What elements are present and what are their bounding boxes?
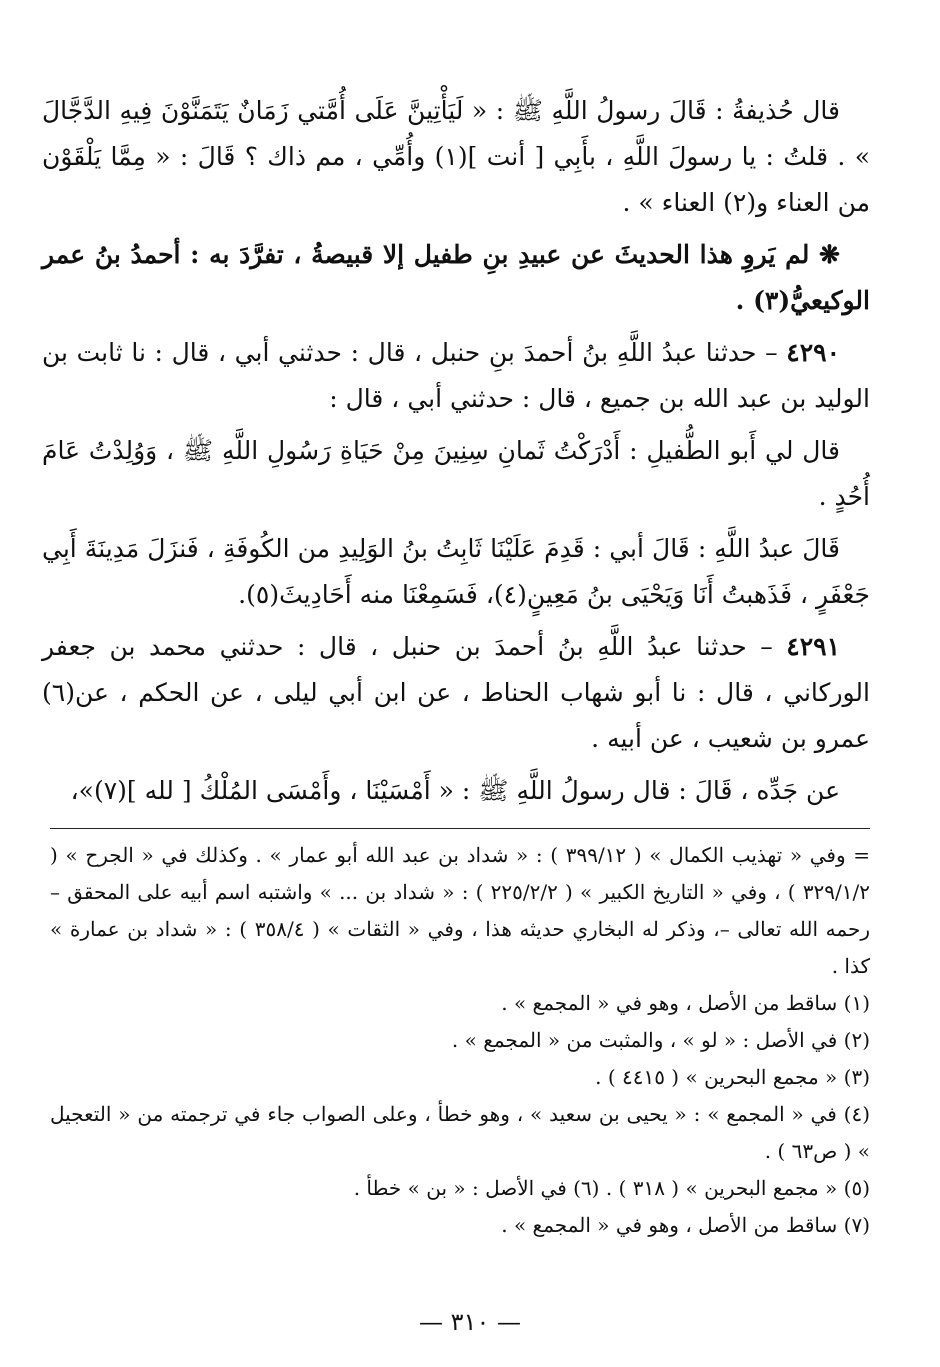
hadith-4290-chain — [42, 330, 870, 422]
hadith-text-amr-grandfather: عن جَدِّه ، قَالَ : قال رسولُ اللَّهِ ﷺ : « أَمْسَيْنَا ، وأَمْسَى المُلْكُ [ لله ](٧)»، — [70, 776, 840, 805]
footnote-1: (١) ساقط من الأصل ، وهو في « المجمع » . — [501, 991, 870, 1015]
hadith-text-hudhayfa: قال حُذيفةُ : قَالَ رسولُ اللَّهِ ﷺ : « لَيَأْتِينَّ عَلَى أُمَّتي زَمَانٌ يَتَمَنَّوْنَ فِيهِ الدَّجَّالَ » . قلتُ : يا رسولَ اللَّهِ ، بأَبِي [ أنت ](١) وأُمِّي ، مم ذاك ؟ قَالَ : « مِمَّا يَلْقَوْن من العناء و(٢) العناء » . — [42, 96, 870, 217]
footnote-3: (٣) « مجمع البحرين » ( ٤٤١٥ ) . — [595, 1065, 870, 1089]
footnote-continuation: = وفي « تهذيب الكمال » ( ٣٩٩/١٢ ) : « شداد بن عبد الله أبو عمار » . وكذلك في « الجرح » ( ٣٢٩/١/٢ ) ، وفي « التاريخ الكبير » ( ٢٢٥/٢/٢ ) : « شداد بن ... » واشتبه اسم أبيه على المحقق – رحمه الله تعالى –، وذكر له البخاري حديثه هذا ، وفي « الثقات » ( ٣٥٨/٤ ) : « شداد بن عمارة » كذا . — [50, 843, 871, 978]
footnotes-section — [50, 828, 870, 1244]
footnote-2: (٢) في الأصل : « لو » ، والمثبت من « المجمع » . — [451, 1028, 870, 1052]
hadith-number-4290: ٤٢٩٠ — [786, 338, 840, 367]
footnote-4: (٤) في « المجمع » : « يحيى بن سعيد » ، وهو خطأ ، وعلى الصواب جاء في ترجمته من « التعجيل » ( ص٦٣ ) . — [50, 1102, 870, 1163]
footnote-5-6: (٥) « مجمع البحرين » ( ٣١٨ ) . (٦) في الأصل : « بن » خطأ . — [353, 1176, 870, 1200]
hadith-4291-chain — [42, 624, 870, 762]
hadith-number-4291: ٤٢٩١ — [786, 632, 840, 661]
hadith-text-abu-tufayl: قال لي أَبو الطُّفيلِ : أَدْرَكْتُ ثَمانِ سِنِينَ مِنْ حَيَاةِ رَسُولِ اللَّهِ ﷺ ، وَوُلِدْتُ عَامَ أُحُدٍ . — [42, 436, 870, 511]
hadith-text-abdullah: قَالَ عبدُ اللَّهِ : قَالَ أبي : قَدِمَ عَلَيْنَا ثَابِتُ بنُ الوَلِيدِ من الكُوفَةِ ، فَنزَلَ مَدِينَةَ أَبِي جَعْفَرٍ ، فَذَهبتُ أَنَا وَيَحْيَى بنُ مَعِينٍ(٤)، فَسَمِعْنَا منه أَحَادِيثَ(٥). — [42, 534, 870, 609]
hadith-note-wakii: ❋ لم يَروِ هذا الحديثَ عن عبيدِ بنِ طفيل إلا قبيصةُ ، تفرَّدَ به : أحمدُ بنُ عمر الوكيعيُّ(٣) . — [42, 240, 870, 315]
hadith-4291-isnad: – حدثنا عبدُ اللَّهِ بنُ أحمدَ بن حنبل ، قال : حدثني محمد بن جعفر الوركاني ، قال : نا أبو شهاب الحناط ، عن ابن أبي ليلى ، عن الحكم ، عن(٦) عمرو بن شعيب ، عن أبيه . — [42, 632, 870, 753]
hadith-4290-isnad: – حدثنا عبدُ اللَّهِ بنُ أحمدَ بنِ حنبل ، قال : حدثني أبي ، قال : نا ثابت بن الوليد بن عبد الله بن جميع ، قال : حدثني أبي ، قال : — [42, 338, 870, 413]
footnote-7: (٧) ساقط من الأصل ، وهو في « المجمع » . — [501, 1213, 870, 1237]
page-number: — ٣١٠ — — [419, 1308, 521, 1336]
